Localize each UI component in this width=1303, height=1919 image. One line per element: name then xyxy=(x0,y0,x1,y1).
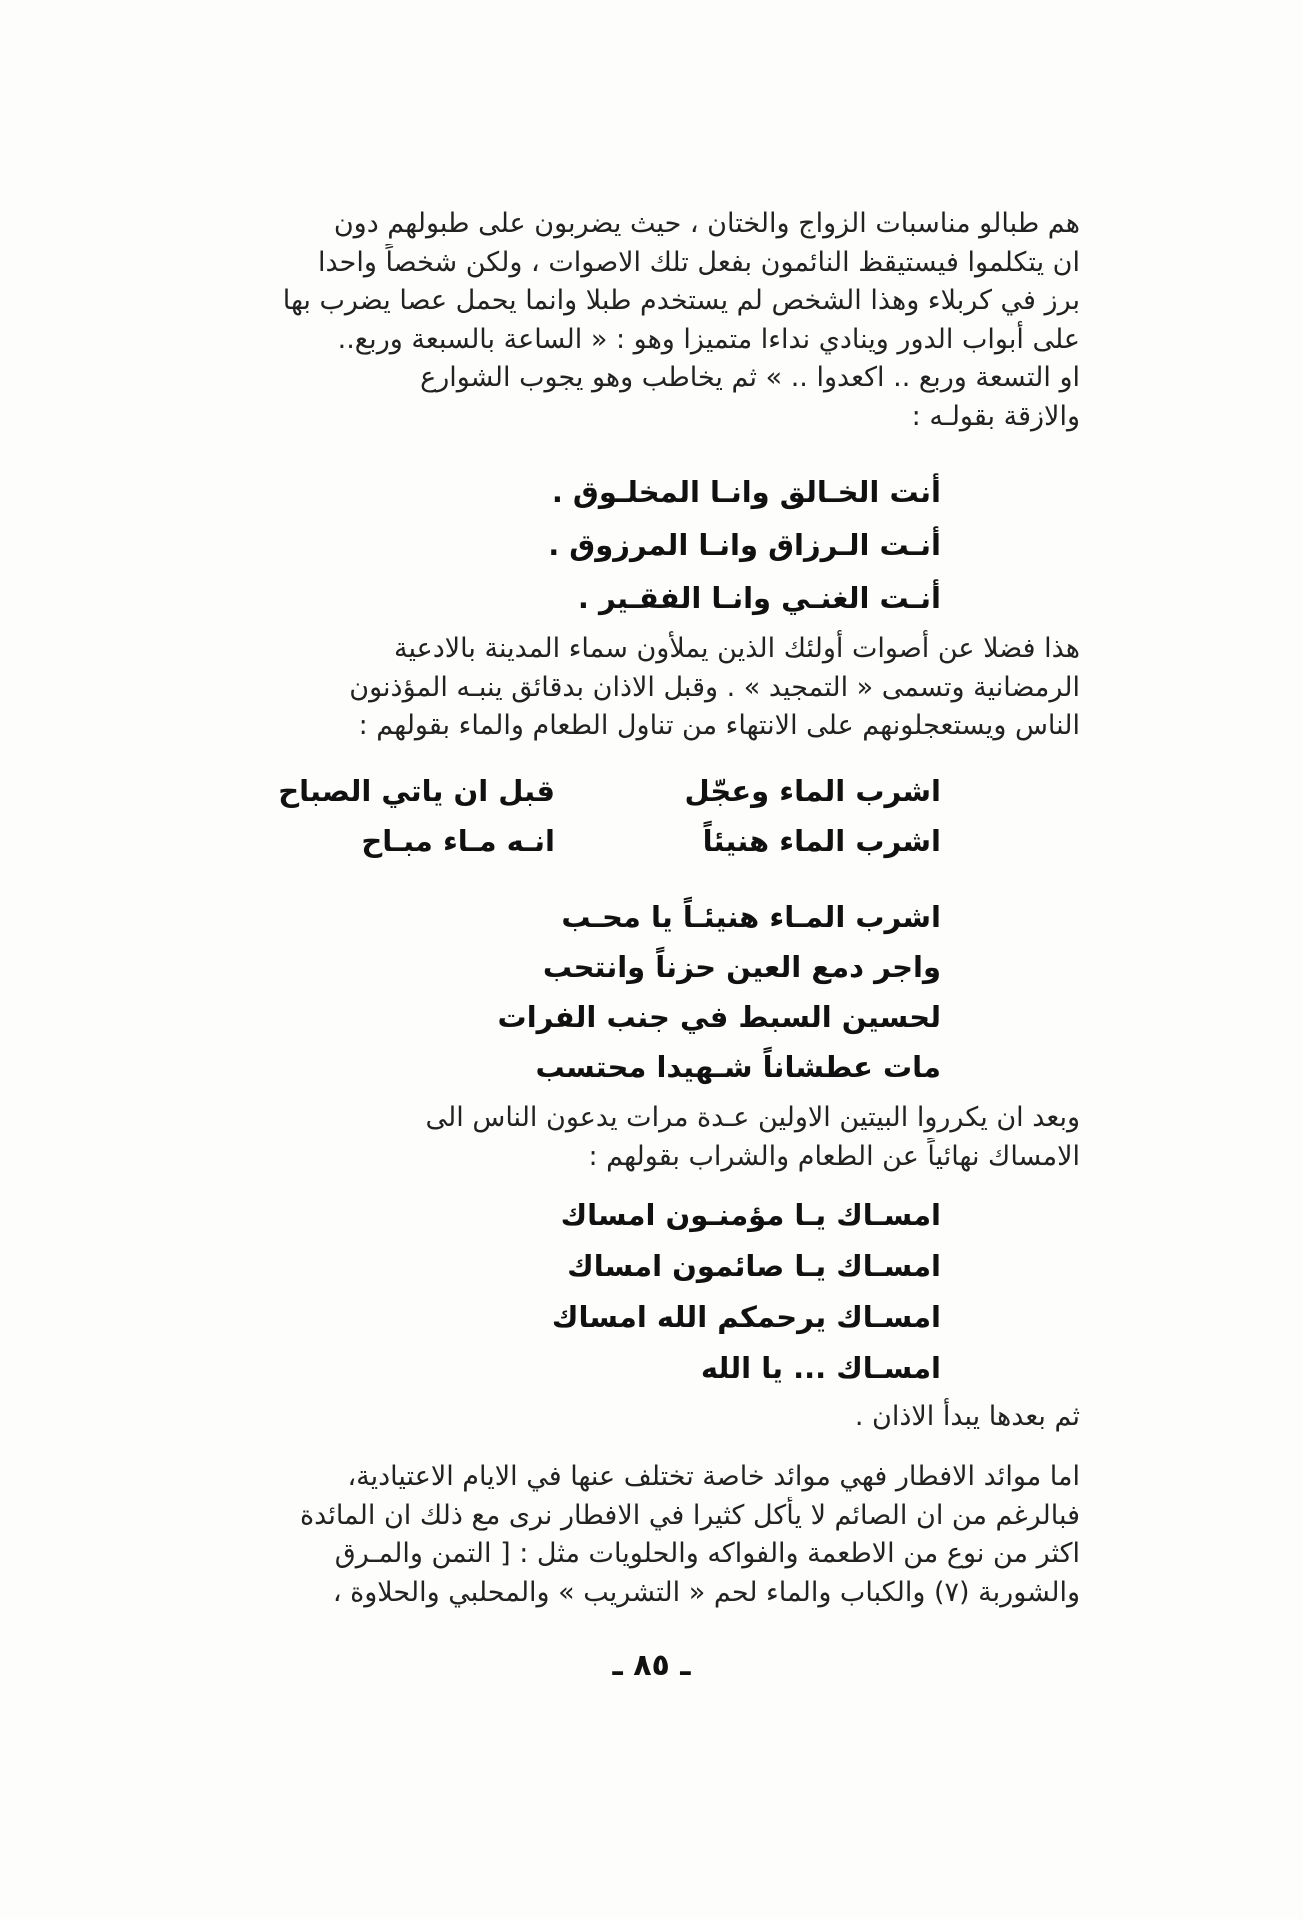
text-line: برز في كربلاء وهذا الشخص لم يستخدم طبلا وانما يحمل عصا يضرب بها xyxy=(282,285,1080,316)
verse-line: امسـاك ... يا الله xyxy=(700,1351,941,1385)
text-line: فبالرغم من ان الصائم لا يأكل كثيرا في الافطار نرى مع ذلك ان المائدة xyxy=(300,1499,1080,1531)
text-line: على أبواب الدور وينادي نداءا متميزا وهو : « الساعة بالسبعة وربع.. xyxy=(337,323,1080,355)
text-line: هذا فضلا عن أصوات أولئك الذين يملأون سماء المدينة بالادعية xyxy=(394,633,1080,664)
text-line: اما موائد الافطار فهي موائد خاصة تختلف عنها في الايام الاعتيادية، xyxy=(347,1461,1080,1492)
verse-line: مات عطشاناً شـهيدا محتسب xyxy=(535,1050,941,1084)
verse-line: لحسين السبط في جنب الفرات xyxy=(497,1000,941,1034)
couplet-1-left: قبل ان ياتي الصباح xyxy=(278,774,555,808)
text-line: وبعد ان يكرروا البيتين الاولين عـدة مرات يدعون الناس الى xyxy=(425,1102,1080,1133)
couplet-2-right: اشرب الماء هنيئاً xyxy=(702,824,941,858)
verse-line: واجر دمع العين حزناً وانتحب xyxy=(542,950,941,984)
paragraph-4 xyxy=(218,1398,1080,1437)
paragraph-2 xyxy=(218,630,1080,746)
verses-group-2 xyxy=(498,892,941,1092)
paragraph-1 xyxy=(218,205,1080,436)
verse-line: أنت الخـالق وانـا المخلـوق . xyxy=(551,475,941,509)
verse-line: أنـت الغنـي وانـا الفقـير . xyxy=(577,581,941,615)
text-line: والشوربة (٧) والكباب والماء لحم « التشريب » والمحلبي والحلاوة ، xyxy=(332,1576,1080,1608)
verse-line: امسـاك يرحمكم الله امساك xyxy=(551,1300,941,1334)
verse-line: أنـت الـرزاق وانـا المرزوق . xyxy=(548,528,941,562)
verse-line: امسـاك يـا مؤمنـون امساك xyxy=(560,1198,941,1232)
couplet-2-left: انـه مـاء مبـاح xyxy=(361,824,555,858)
verses-group-3 xyxy=(552,1190,941,1394)
verses-group-1 xyxy=(548,466,941,625)
paragraph-5 xyxy=(218,1458,1080,1612)
text-line: او التسعة وربع .. اكعدوا .. » ثم يخاطب وهو يجوب الشوارع xyxy=(420,362,1080,393)
verse-line: اشرب المـاء هنيئـاً يا محـب xyxy=(561,900,941,934)
text-line: والازقة بقولـه : xyxy=(911,400,1080,432)
text-line: الناس ويستعجلونهم على الانتهاء من تناول الطعام والماء بقولهم : xyxy=(358,710,1080,741)
text-line: اكثر من نوع من الاطعمة والفواكه والحلويات مثل : [ التمن والمـرق xyxy=(334,1538,1080,1569)
text-line: ان يتكلموا فيستيقظ النائمون بفعل تلك الاصوات ، ولكن شخصاً واحدا xyxy=(317,246,1080,278)
text-line: ثم بعدها يبدأ الاذان . xyxy=(854,1401,1080,1432)
text-line: هم طبالو مناسبات الزواج والختان ، حيث يضربون على طبولهم دون xyxy=(333,208,1080,239)
verse-line: امسـاك يـا صائمون امساك xyxy=(567,1249,941,1283)
paragraph-3 xyxy=(218,1099,1080,1176)
page-number: ـ ٨٥ ـ xyxy=(612,1648,691,1683)
couplet-1-right: اشرب الماء وعجّل xyxy=(684,774,941,808)
text-line: الرمضانية وتسمى « التمجيد » . وقبل الاذان بدقائق ينبـه المؤذنون xyxy=(349,671,1080,703)
text-line: الامساك نهائياً عن الطعام والشراب بقولهم : xyxy=(588,1140,1080,1172)
